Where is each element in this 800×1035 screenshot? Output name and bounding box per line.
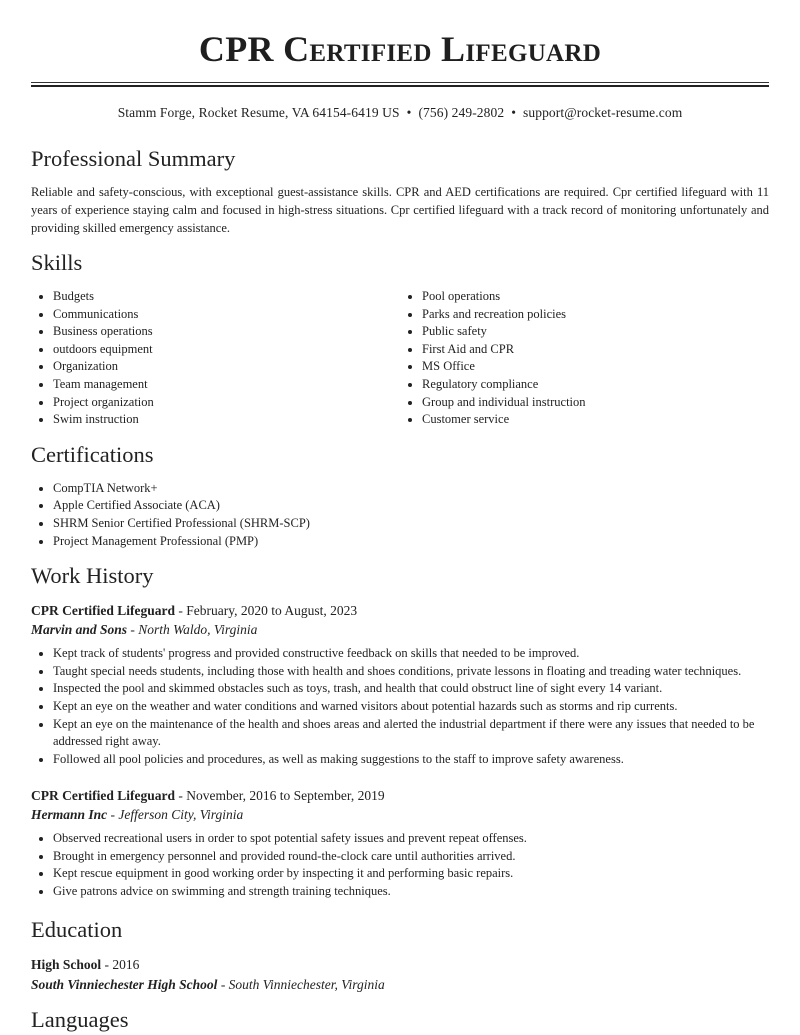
job-title-line (31, 601, 769, 620)
header-divider-thick (31, 85, 769, 87)
skill-item: • Public safety (422, 323, 769, 341)
work-history-section (31, 562, 769, 901)
skill-item: • Swim instruction (53, 411, 400, 429)
skill-item: • Project organization (53, 394, 400, 412)
education-year: - 2016 (101, 956, 140, 972)
skills-columns (31, 288, 769, 429)
education-degree-line (31, 955, 769, 974)
skill-item: • MS Office (422, 358, 769, 376)
summary-section (31, 145, 769, 237)
education-entry (31, 955, 769, 994)
job-location: - Jefferson City, Virginia (107, 807, 244, 823)
education-heading: Education (31, 916, 123, 942)
certification-item: • Apple Certified Associate (ACA) (53, 497, 769, 515)
skills-list-right (400, 288, 769, 429)
contact-separator: • (511, 105, 517, 120)
skill-item: • Business operations (53, 323, 400, 341)
job-company-line (31, 805, 769, 824)
skill-item: • Budgets (53, 288, 400, 306)
job-duty: • Kept an eye on the weather and water conditions and warned visitors about potential hazards such as storms and rip currents. (53, 698, 769, 716)
job-entry (31, 786, 769, 900)
summary-text: Reliable and safety-conscious, with exceptional guest-assistance skills. CPR and AED certifications are required. Cpr certified lifeguard with 11 years of experience staying calm and focused in high-stress situations. Cpr certified lifeguard with a track record of monitoring unfortunately and providing skilled emergency assistance. (31, 185, 769, 235)
skill-item: • outdoors equipment (53, 341, 400, 359)
job-dates: - November, 2016 to September, 2019 (174, 788, 385, 804)
candidate-name: CPR Certified Lifeguard (198, 29, 602, 69)
skills-list-left (31, 288, 400, 429)
skill-item: • Group and individual instruction (422, 394, 769, 412)
job-duty: • Observed recreational users in order to spot potential safety issues and prevent repeat offenses. (53, 830, 769, 848)
skills-section (31, 249, 769, 429)
certification-item: • Project Management Professional (PMP) (53, 533, 769, 551)
job-duty: • Give patrons advice on swimming and strength training techniques. (53, 883, 769, 901)
skill-item: • Customer service (422, 411, 769, 429)
skill-item: • Pool operations (422, 288, 769, 306)
work-history-heading: Work History (31, 563, 154, 589)
contact-email[interactable]: support@rocket-resume.com (523, 105, 683, 120)
education-section (31, 916, 769, 994)
job-company-line (31, 620, 769, 639)
contact-line (31, 104, 769, 122)
job-duty: • Kept an eye on the maintenance of the health and shoes areas and alerted the industrial department if there were any issues that needed to be addressed right away. (53, 716, 769, 751)
skill-item: • First Aid and CPR (422, 341, 769, 359)
certification-item: • CompTIA Network+ (53, 480, 769, 498)
education-school-line (31, 975, 769, 994)
certifications-section (31, 441, 769, 550)
job-title: CPR Certified Lifeguard (31, 788, 175, 804)
summary-heading: Professional Summary (31, 146, 236, 171)
certifications-heading: Certifications (31, 441, 154, 467)
job-duty: • Kept track of students' progress and provided constructive feedback on skills that needed to be improved. (53, 645, 769, 663)
education-school: South Vinniechester High School (31, 976, 218, 992)
skill-item: • Team management (53, 376, 400, 394)
job-dates: - February, 2020 to August, 2023 (174, 603, 358, 619)
job-entry (31, 601, 769, 768)
education-degree: High School (31, 956, 102, 972)
skills-heading: Skills (31, 250, 83, 275)
certifications-list (31, 480, 769, 550)
contact-phone[interactable]: (756) 249-2802 (418, 105, 505, 120)
job-duty: • Taught special needs students, including those with health and shoes conditions, private lessons in floating and treading water techniques. (53, 663, 769, 681)
skill-item: • Parks and recreation policies (422, 306, 769, 324)
job-duties-list (31, 645, 769, 768)
header-divider-thin (31, 82, 769, 83)
skill-item: • Organization (53, 358, 400, 376)
job-duty: • Brought in emergency personnel and provided round-the-clock care until authorities arrived. (53, 848, 769, 866)
job-company: Marvin and Sons (31, 622, 128, 638)
job-duty: • Kept rescue equipment in good working order by inspecting it and performing basic repairs. (53, 865, 769, 883)
education-location: - South Vinniechester, Virginia (217, 976, 385, 992)
contact-address: Stamm Forge, Rocket Resume, VA 64154-6419 US (117, 105, 400, 120)
certification-item: • SHRM Senior Certified Professional (SHRM-SCP) (53, 515, 769, 533)
job-company: Hermann Inc (31, 807, 108, 823)
job-location: - North Waldo, Virginia (127, 622, 258, 638)
contact-separator: • (406, 105, 412, 120)
languages-section (31, 1006, 769, 1034)
job-title: CPR Certified Lifeguard (31, 603, 175, 619)
skill-item: • Regulatory compliance (422, 376, 769, 394)
job-duty: • Followed all pool policies and procedures, as well as making suggestions to the staff to improve safety awareness. (53, 751, 769, 769)
languages-heading: Languages (31, 1006, 129, 1032)
job-duty: • Inspected the pool and skimmed obstacles such as toys, trash, and health that could obstruct line of sight every 14 variant. (53, 680, 769, 698)
job-title-line (31, 786, 769, 805)
job-duties-list (31, 830, 769, 900)
skill-item: • Communications (53, 306, 400, 324)
